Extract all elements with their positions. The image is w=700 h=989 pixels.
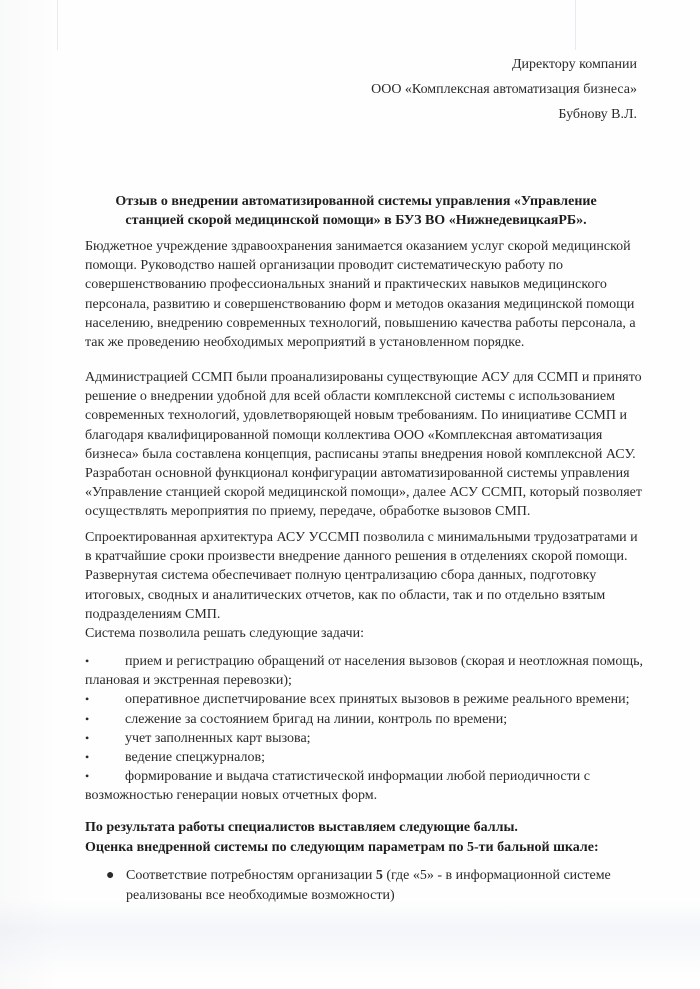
list-item-text: оперативное диспетчирование всех принятых вызовов в режиме реального времени; [125, 692, 630, 708]
list-item-text: слежение за состоянием бригад на линии, контроль по времени; [125, 711, 508, 727]
paragraph-architecture: Спроектированная архитектура АСУ УССМП позволила с минимальными трудозатратами и в кратчайшие сроки произвести внедрение данного решения в отделениях скорой помощи. Развернутая система обеспечивает полную централизацию сбора данных, подготовку итоговых, сводных и аналитических отчетов, как по области, так и по отдельно взятым подразделениям СМП. [85, 530, 638, 622]
scan-artifact [57, 0, 58, 50]
list-item-text: прием и регистрацию обращений от населения вызовов (скорая и неотложная помощь, плановая и экстренная перевозки); [85, 654, 644, 689]
bullet-icon: ● [106, 868, 115, 883]
criteria-note: (где «5» - в информационной системе реализованы все необходимые возможности) [126, 868, 611, 903]
paragraph-administration: Администрацией ССМП были проанализированы существующие АСУ для ССМП и принято решение о внедрении удобной для всей области комплексной системы с использованием современных технологий, удовлетворяющей новым требованиям. По инициативе ССМП и благодаря квалифицированной помощи коллектива ООО «Комплексная автоматизация бизнеса» была составлена концепция, расписаны этапы внедрения новой комплексной АСУ. Разработан основной функционал конфигурации автоматизированной системы управления «Управление станцией скорой медицинской помощи», далее АСУ ССМП, который позволяет осуществлять мероприятия по приему, передаче, обработке вызовов СМП. [85, 370, 642, 520]
list-item [85, 710, 655, 729]
bullet-icon: • [85, 654, 90, 668]
paragraph-intro: Бюджетное учреждение здравоохранения занимается оказанием услуг скорой медицинской помощи. Руководство нашей организации проводит систематическую работу по совершенствованию профессиональных знаний и практических навыков медицинского персонала, развитию и совершенствованию форм и методов оказания медицинской помощи населению, внедрению современных технологий, повышению качества работы персонала, а так же проведению необходимых мероприятий в установленном порядке. [85, 239, 636, 351]
addressee-block [371, 52, 637, 127]
bullet-icon: • [85, 730, 90, 745]
paragraph-tasks-intro: Система позволила решать следующие задачи: [85, 626, 364, 641]
tasks-list [85, 652, 655, 806]
bullet-icon: • [85, 769, 90, 784]
list-item [85, 690, 655, 709]
criteria-list [104, 866, 654, 905]
scores-heading-line2: Оценка внедренной системы по следующим параметрам по 5-ти бальной шкале: [85, 840, 599, 855]
bullet-icon: • [85, 692, 90, 707]
scan-artifact [575, 0, 576, 50]
criteria-item [104, 866, 654, 905]
list-item [85, 652, 655, 690]
scores-heading [85, 818, 665, 858]
list-item [85, 767, 655, 805]
scores-heading-line1: По результата работы специалистов выставляем следующие баллы. [85, 820, 518, 835]
addressee-position: Директору компании [512, 57, 637, 72]
addressee-name: Бубнову В.Л. [558, 107, 637, 122]
document-title: Отзыв о внедрении автоматизированной системы управления «Управление станцией скорой медицинской помощи» в БУЗ ВО «НижнедевицкаяРБ». [115, 194, 597, 228]
list-item-text: ведение спецжурналов; [125, 750, 265, 766]
list-item-text: учет заполненных карт вызова; [125, 730, 311, 746]
list-item [85, 729, 655, 748]
list-item-text: формирование и выдача статистической информации любой периодичности с возможностью генерации новых отчетных форм. [85, 769, 590, 804]
criteria-score: 5 [375, 868, 383, 883]
bullet-icon: • [85, 750, 90, 765]
bullet-icon: • [85, 711, 90, 726]
list-item [85, 748, 655, 767]
addressee-company: ООО «Комплексная автоматизация бизнеса» [371, 82, 637, 97]
criteria-label: Соответствие потребностям организации [126, 868, 373, 883]
